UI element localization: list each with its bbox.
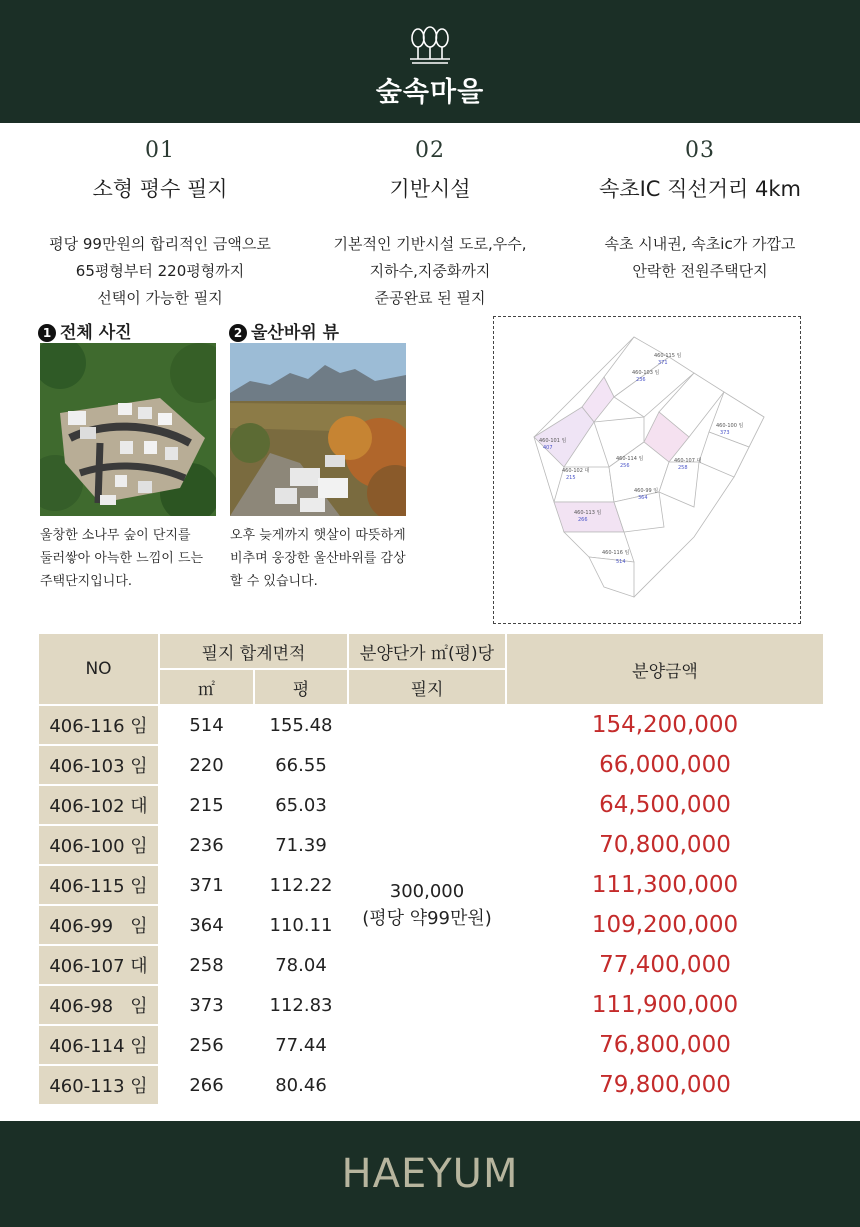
lot-label: 460-100 임 — [716, 423, 744, 429]
feature-title: 속초IC 직선거리 4km — [599, 177, 801, 201]
lot-area: 256 — [620, 463, 630, 469]
site-plan-map — [493, 316, 801, 624]
lot-label: 460-101 임 — [539, 438, 567, 444]
area-pyeong: 80.46 — [254, 1065, 348, 1105]
area-pyeong: 71.39 — [254, 825, 348, 865]
number-badge: 2 — [229, 324, 247, 342]
lot-label: 460-116 임 — [602, 550, 630, 556]
lot-number: 406-107 대 — [38, 945, 159, 985]
lot-number: 406-114 임 — [38, 1025, 159, 1065]
photo-label-mountain-view — [229, 318, 339, 343]
lot-area: 364 — [638, 495, 648, 501]
feature-description — [555, 231, 845, 285]
caption-line: 할 수 있습니다. — [230, 574, 318, 589]
caption-line: 오후 늦게까지 햇살이 따뜻하게 — [230, 528, 406, 543]
photo-title: 전체 사진 — [60, 323, 132, 343]
area-pyeong: 112.83 — [254, 985, 348, 1025]
caption-line: 주택단지입니다. — [40, 574, 133, 589]
lot-area: 514 — [616, 559, 626, 565]
desc-line: 선택이 가능한 필지 — [97, 289, 223, 307]
col-header-lot: 필지 — [348, 669, 506, 705]
feature-title: 소형 평수 필지 — [92, 177, 228, 201]
feature-number: 03 — [685, 138, 715, 163]
lot-number: 460-113 임 — [38, 1065, 159, 1105]
lot-number: 406-98 임 — [38, 985, 159, 1025]
area-sqm: 364 — [159, 905, 254, 945]
price-table — [37, 632, 825, 1106]
lot-area: 371 — [658, 360, 668, 366]
lot-label: 460-102 대 — [562, 468, 590, 474]
footer — [0, 1121, 860, 1227]
aerial-photo — [40, 343, 216, 516]
lot-number: 406-116 임 — [38, 705, 159, 745]
sale-price: 77,400,000 — [506, 945, 824, 985]
lot-area: 215 — [566, 475, 576, 481]
desc-line: 속초 시내권, 속초ic가 가깝고 — [604, 235, 796, 253]
sale-price: 79,800,000 — [506, 1065, 824, 1105]
table-row — [38, 705, 824, 745]
mountain-view-photo — [230, 343, 406, 516]
feature-2 — [285, 138, 575, 312]
col-header-no: NO — [38, 633, 159, 705]
feature-title: 기반시설 — [389, 177, 471, 201]
area-sqm: 215 — [159, 785, 254, 825]
lot-area: 258 — [678, 465, 688, 471]
caption-line: 울창한 소나무 숲이 단지를 — [40, 528, 191, 543]
feature-number: 02 — [415, 138, 445, 163]
brand-logo: HAEYUM — [341, 1151, 519, 1197]
col-header-total: 분양금액 — [506, 633, 824, 705]
caption-line: 둘러쌓아 아늑한 느낌이 드는 — [40, 551, 204, 566]
sale-price: 64,500,000 — [506, 785, 824, 825]
area-sqm: 256 — [159, 1025, 254, 1065]
feature-3 — [555, 138, 845, 285]
desc-line: 평당 99만원의 합리적인 금액으로 — [49, 235, 271, 253]
sale-price: 109,200,000 — [506, 905, 824, 945]
col-header-pyeong: 평 — [254, 669, 348, 705]
lot-area: 373 — [720, 430, 730, 436]
lot-label: 460-114 임 — [616, 456, 644, 462]
area-pyeong: 110.11 — [254, 905, 348, 945]
lot-label: 460-107 대 — [674, 458, 702, 464]
area-sqm: 373 — [159, 985, 254, 1025]
unit-price-value: 300,000 — [389, 881, 465, 902]
col-header-unit-price: 분양단가 ㎡(평)당 — [348, 633, 506, 669]
trees-icon — [407, 26, 453, 66]
photo-title: 울산바위 뷰 — [251, 323, 340, 343]
area-sqm: 236 — [159, 825, 254, 865]
lot-label: 460-115 임 — [654, 353, 682, 359]
sale-price: 70,800,000 — [506, 825, 824, 865]
lot-area: 236 — [636, 377, 646, 383]
lot-number: 406-115 임 — [38, 865, 159, 905]
area-sqm: 258 — [159, 945, 254, 985]
photo-caption — [40, 524, 225, 593]
sale-price: 76,800,000 — [506, 1025, 824, 1065]
sale-price: 111,300,000 — [506, 865, 824, 905]
desc-line: 기본적인 기반시설 도로,우수, — [333, 235, 527, 253]
lot-area: 266 — [578, 517, 588, 523]
lot-label: 460-99 임 — [634, 488, 659, 494]
area-sqm: 371 — [159, 865, 254, 905]
lot-label: 460-113 임 — [574, 510, 602, 516]
feature-1 — [15, 138, 305, 312]
col-header-sqm: ㎡ — [159, 669, 254, 705]
area-pyeong: 155.48 — [254, 705, 348, 745]
lot-number: 406-103 임 — [38, 745, 159, 785]
area-pyeong: 112.22 — [254, 865, 348, 905]
lot-number: 406-99 임 — [38, 905, 159, 945]
area-pyeong: 66.55 — [254, 745, 348, 785]
area-sqm: 220 — [159, 745, 254, 785]
lot-number: 406-102 대 — [38, 785, 159, 825]
sale-price: 154,200,000 — [506, 705, 824, 745]
header — [0, 0, 860, 123]
area-pyeong: 65.03 — [254, 785, 348, 825]
area-pyeong: 77.44 — [254, 1025, 348, 1065]
lot-area: 407 — [543, 445, 553, 451]
desc-line: 지하수,지중화까지 — [369, 262, 491, 280]
desc-line: 준공완료 된 필지 — [374, 289, 486, 307]
lot-label: 460-103 임 — [632, 370, 660, 376]
area-sqm: 266 — [159, 1065, 254, 1105]
sale-price: 111,900,000 — [506, 985, 824, 1025]
area-sqm: 514 — [159, 705, 254, 745]
sale-price: 66,000,000 — [506, 745, 824, 785]
area-pyeong: 78.04 — [254, 945, 348, 985]
unit-price-cell — [348, 705, 506, 1105]
desc-line: 65평형부터 220평형까지 — [75, 262, 245, 280]
page-title: 숲속마을 — [375, 77, 485, 108]
lot-number: 406-100 임 — [38, 825, 159, 865]
col-header-area: 필지 합계면적 — [159, 633, 348, 669]
caption-line: 비추며 웅장한 울산바위를 감상 — [230, 551, 406, 566]
number-badge: 1 — [38, 324, 56, 342]
photo-caption — [230, 524, 415, 593]
desc-line: 안락한 전원주택단지 — [632, 262, 768, 280]
feature-description — [285, 231, 575, 312]
unit-price-note: (평당 약99만원) — [362, 908, 492, 929]
feature-description — [15, 231, 305, 312]
photo-label-overview — [38, 318, 132, 343]
feature-number: 01 — [145, 138, 175, 163]
